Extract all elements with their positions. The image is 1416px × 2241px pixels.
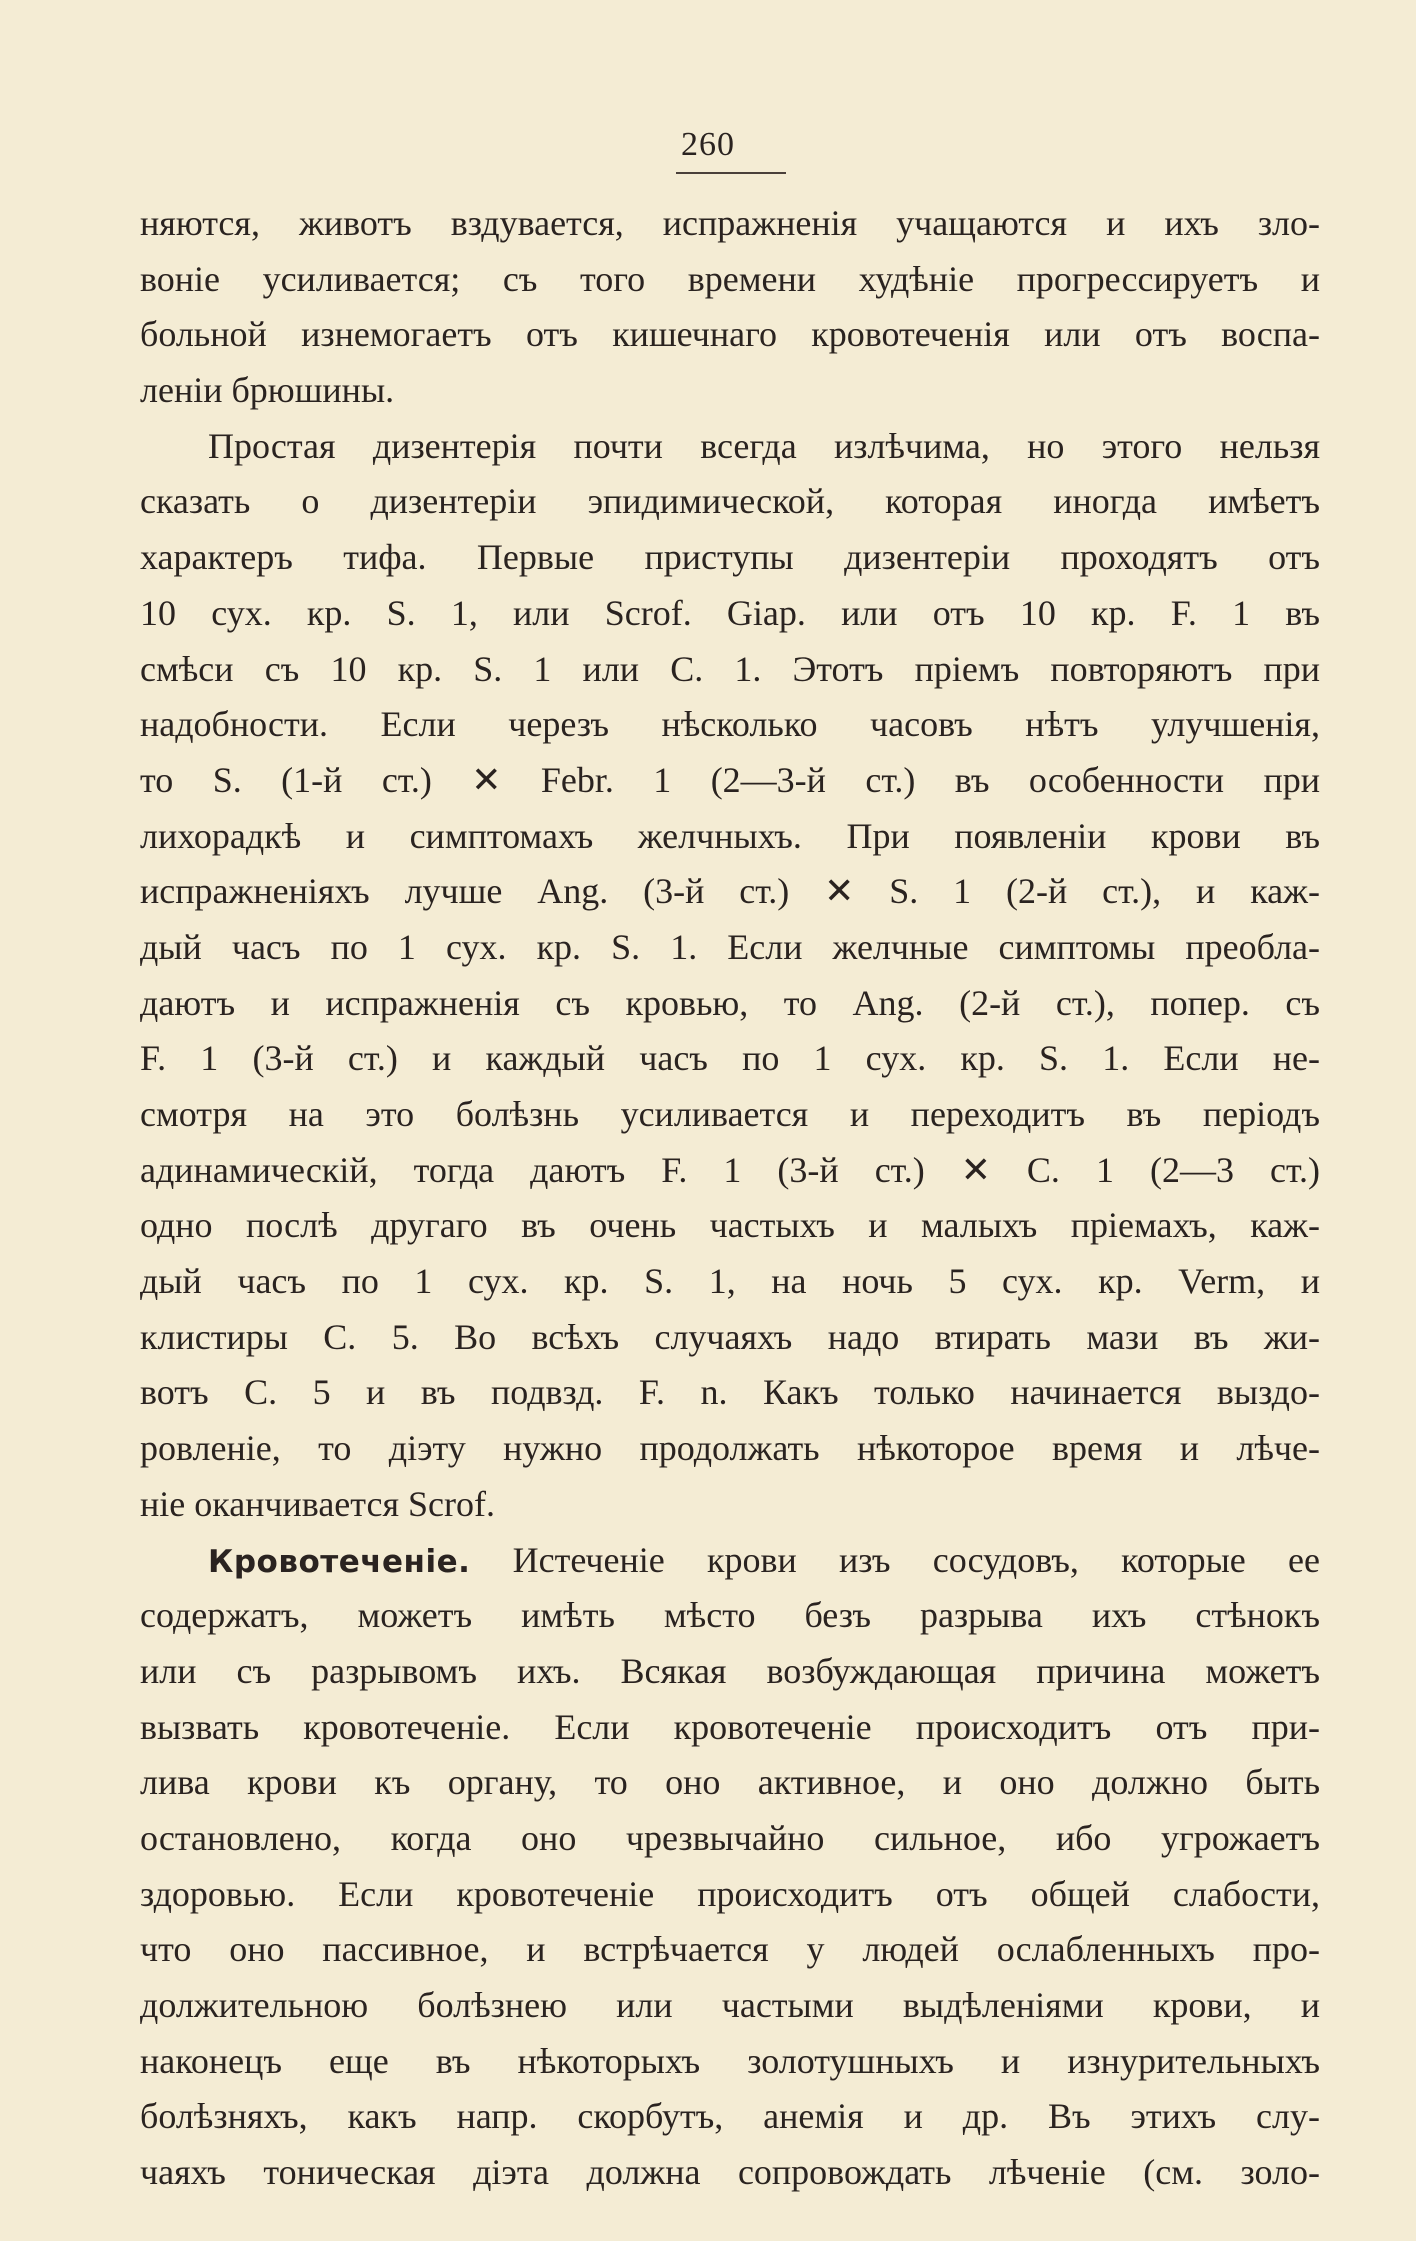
text-line: клистиры С. 5. Во всѣхъ случаяхъ надо втирать мази въ жи- [140, 1316, 1320, 1357]
text-line: F. 1 (3-й ст.) и каждый часъ по 1 сух. кр. S. 1. Если не- [140, 1038, 1320, 1079]
text-line: дый часъ по 1 сух. кр. S. 1. Если желчные симптомы преобла- [140, 926, 1320, 967]
text-line: леніи брюшины. [140, 370, 395, 411]
text-line: лива крови къ органу, то оно активное, и оно должно быть [140, 1762, 1320, 1803]
text-line: остановлено, когда оно чрезвычайно сильное, ибо угрожаетъ [140, 1817, 1320, 1858]
text-line: больной изнемогаетъ отъ кишечнаго кровотеченія или отъ воспа- [140, 314, 1320, 355]
text-line: что оно пассивное, и встрѣчается у людей ослабленныхъ про- [140, 1929, 1320, 1970]
text-line: сказать о дизентеріи эпидимической, которая иногда имѣетъ [140, 481, 1320, 522]
text-line: вотъ С. 5 и въ подвзд. F. n. Какъ только начинается выздо- [140, 1372, 1320, 1413]
text-line: или съ разрывомъ ихъ. Всякая возбуждающая причина можетъ [140, 1650, 1320, 1691]
text-line: чаяхъ тоническая діэта должна сопровождать лѣченіе (см. золо- [140, 2152, 1320, 2193]
text-line: должительною болѣзнею или частыми выдѣленіями крови, и [140, 1985, 1320, 2025]
text-line: одно послѣ другаго въ очень частыхъ и малыхъ пріемахъ, каж- [140, 1205, 1320, 1246]
page-number-rule [676, 172, 786, 174]
text-line: содержатъ, можетъ имѣть мѣсто безъ разрыва ихъ стѣнокъ [140, 1595, 1320, 1636]
text-line: здоровью. Если кровотеченіе происходитъ отъ общей слабости, [140, 1873, 1320, 1914]
body-text [140, 196, 1320, 2201]
text-line: то S. (1-й ст.) ✕ Febr. 1 (2—3-й ст.) въ особенности при [140, 759, 1320, 800]
text-line: лихорадкѣ и симптомахъ желчныхъ. При появленіи крови въ [140, 815, 1320, 856]
text-line: наконецъ еще въ нѣкоторыхъ золотушныхъ и изнурительныхъ [140, 2040, 1320, 2081]
page-number: 260 [681, 126, 735, 163]
text-line: вызвать кровотеченіе. Если кровотеченіе происходитъ отъ при- [140, 1706, 1320, 1747]
text-line: даютъ и испражненія съ кровью, то Ang. (2-й ст.), попер. съ [140, 982, 1320, 1023]
text-line: ніе оканчивается Scrof. [140, 1483, 495, 1524]
text-line: 10 сух. кр. S. 1, или Scrof. Giap. или отъ 10 кр. F. 1 въ [140, 592, 1320, 633]
text-line: характеръ тифа. Первые приступы дизентеріи проходятъ отъ [140, 537, 1320, 578]
text-line: смотря на это болѣзнь усиливается и переходитъ въ періодъ [140, 1094, 1320, 1134]
section-heading: Кровотеченіе. [208, 1543, 471, 1580]
text-line: смѣси съ 10 кр. S. 1 или C. 1. Этотъ пріемъ повторяютъ при [140, 648, 1320, 689]
text-line: ровленіе, то діэту нужно продолжать нѣкоторое время и лѣче- [140, 1428, 1320, 1469]
text-line: дый часъ по 1 сух. кр. S. 1, на ночь 5 сух. кр. Verm, и [140, 1261, 1320, 1302]
text-line: надобности. Если черезъ нѣсколько часовъ нѣтъ улучшенія, [140, 704, 1320, 745]
text-line: испражненіяхъ лучше Ang. (3-й ст.) ✕ S. 1 (2-й ст.), и каж- [140, 871, 1320, 912]
text-line: воніе усиливается; съ того времени худѣніе прогрессируетъ и [140, 258, 1320, 299]
text-line: адинамическій, тогда даютъ F. 1 (3-й ст.) ✕ С. 1 (2—3 ст.) [140, 1149, 1320, 1190]
line-text: Истеченіе крови изъ сосудовъ, которые ее [470, 1539, 1320, 1580]
text-line: няются, животъ вздувается, испражненія учащаются и ихъ зло- [140, 203, 1320, 243]
text-line: болѣзняхъ, какъ напр. скорбутъ, анемія и др. Въ этихъ слу- [140, 2096, 1320, 2137]
text-line: Простая дизентерія почти всегда излѣчима, но этого нельзя [208, 425, 1320, 466]
text-line [140, 1533, 1320, 1589]
